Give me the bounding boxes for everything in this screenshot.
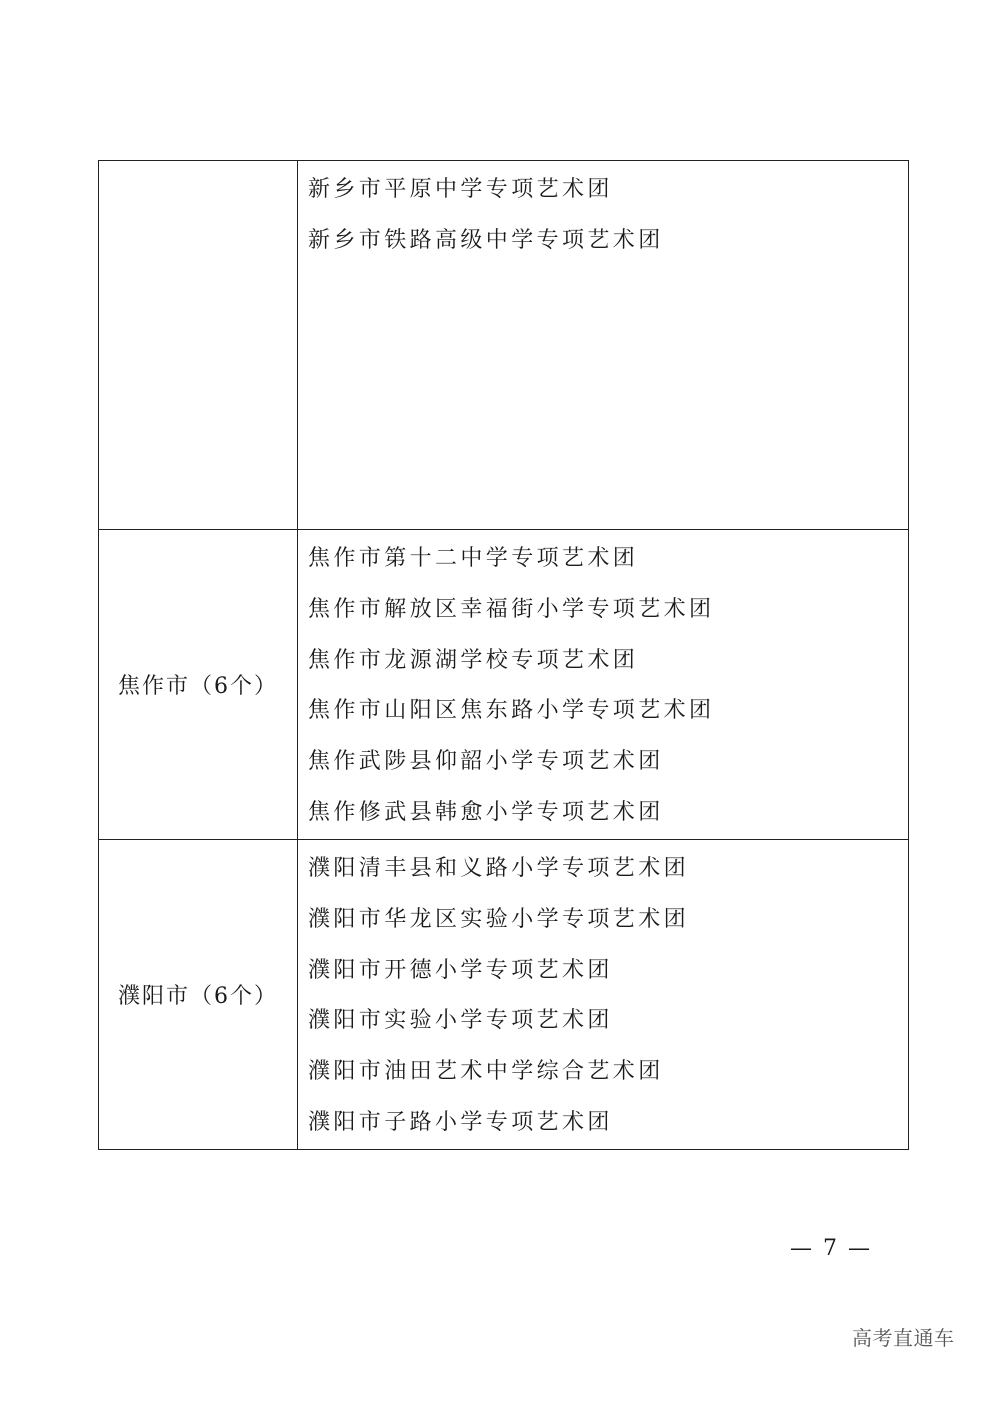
school-list-table (98, 160, 909, 1150)
school-item: 濮阳市开德小学专项艺术团 (308, 957, 613, 983)
city-cell (99, 161, 298, 530)
watermark: 高考直通车 (852, 1326, 955, 1350)
school-cell (298, 530, 909, 840)
school-item: 焦作修武县韩愈小学专项艺术团 (308, 799, 664, 825)
school-item: 濮阳清丰县和义路小学专项艺术团 (308, 856, 690, 881)
school-item: 焦作市山阳区焦东路小学专项艺术团 (308, 698, 715, 724)
school-item: 焦作市第十二中学专项艺术团 (308, 546, 639, 571)
school-cell (298, 161, 909, 530)
school-item: 濮阳市华龙区实验小学专项艺术团 (308, 906, 690, 932)
school-item: 新乡市铁路高级中学专项艺术团 (308, 227, 664, 253)
school-list-table-wrapper (98, 160, 909, 1150)
table-row-puyang (99, 840, 909, 1150)
school-item: 焦作市龙源湖学校专项艺术团 (308, 647, 639, 673)
school-cell (298, 840, 909, 1150)
school-item: 濮阳市子路小学专项艺术团 (308, 1109, 613, 1135)
page-number: — 7 — (790, 1236, 872, 1261)
city-cell: 濮阳市（6个） (99, 840, 298, 1150)
city-cell: 焦作市（6个） (99, 530, 298, 840)
school-item: 濮阳市油田艺术中学综合艺术团 (308, 1059, 664, 1085)
school-item: 焦作武陟县仰韶小学专项艺术团 (308, 749, 664, 775)
table-row-xinxiang (99, 161, 909, 530)
school-item: 濮阳市实验小学专项艺术团 (308, 1008, 613, 1034)
table-row-jiaozuo (99, 530, 909, 840)
school-item: 焦作市解放区幸福街小学专项艺术团 (308, 596, 715, 622)
school-item: 新乡市平原中学专项艺术团 (308, 177, 613, 202)
